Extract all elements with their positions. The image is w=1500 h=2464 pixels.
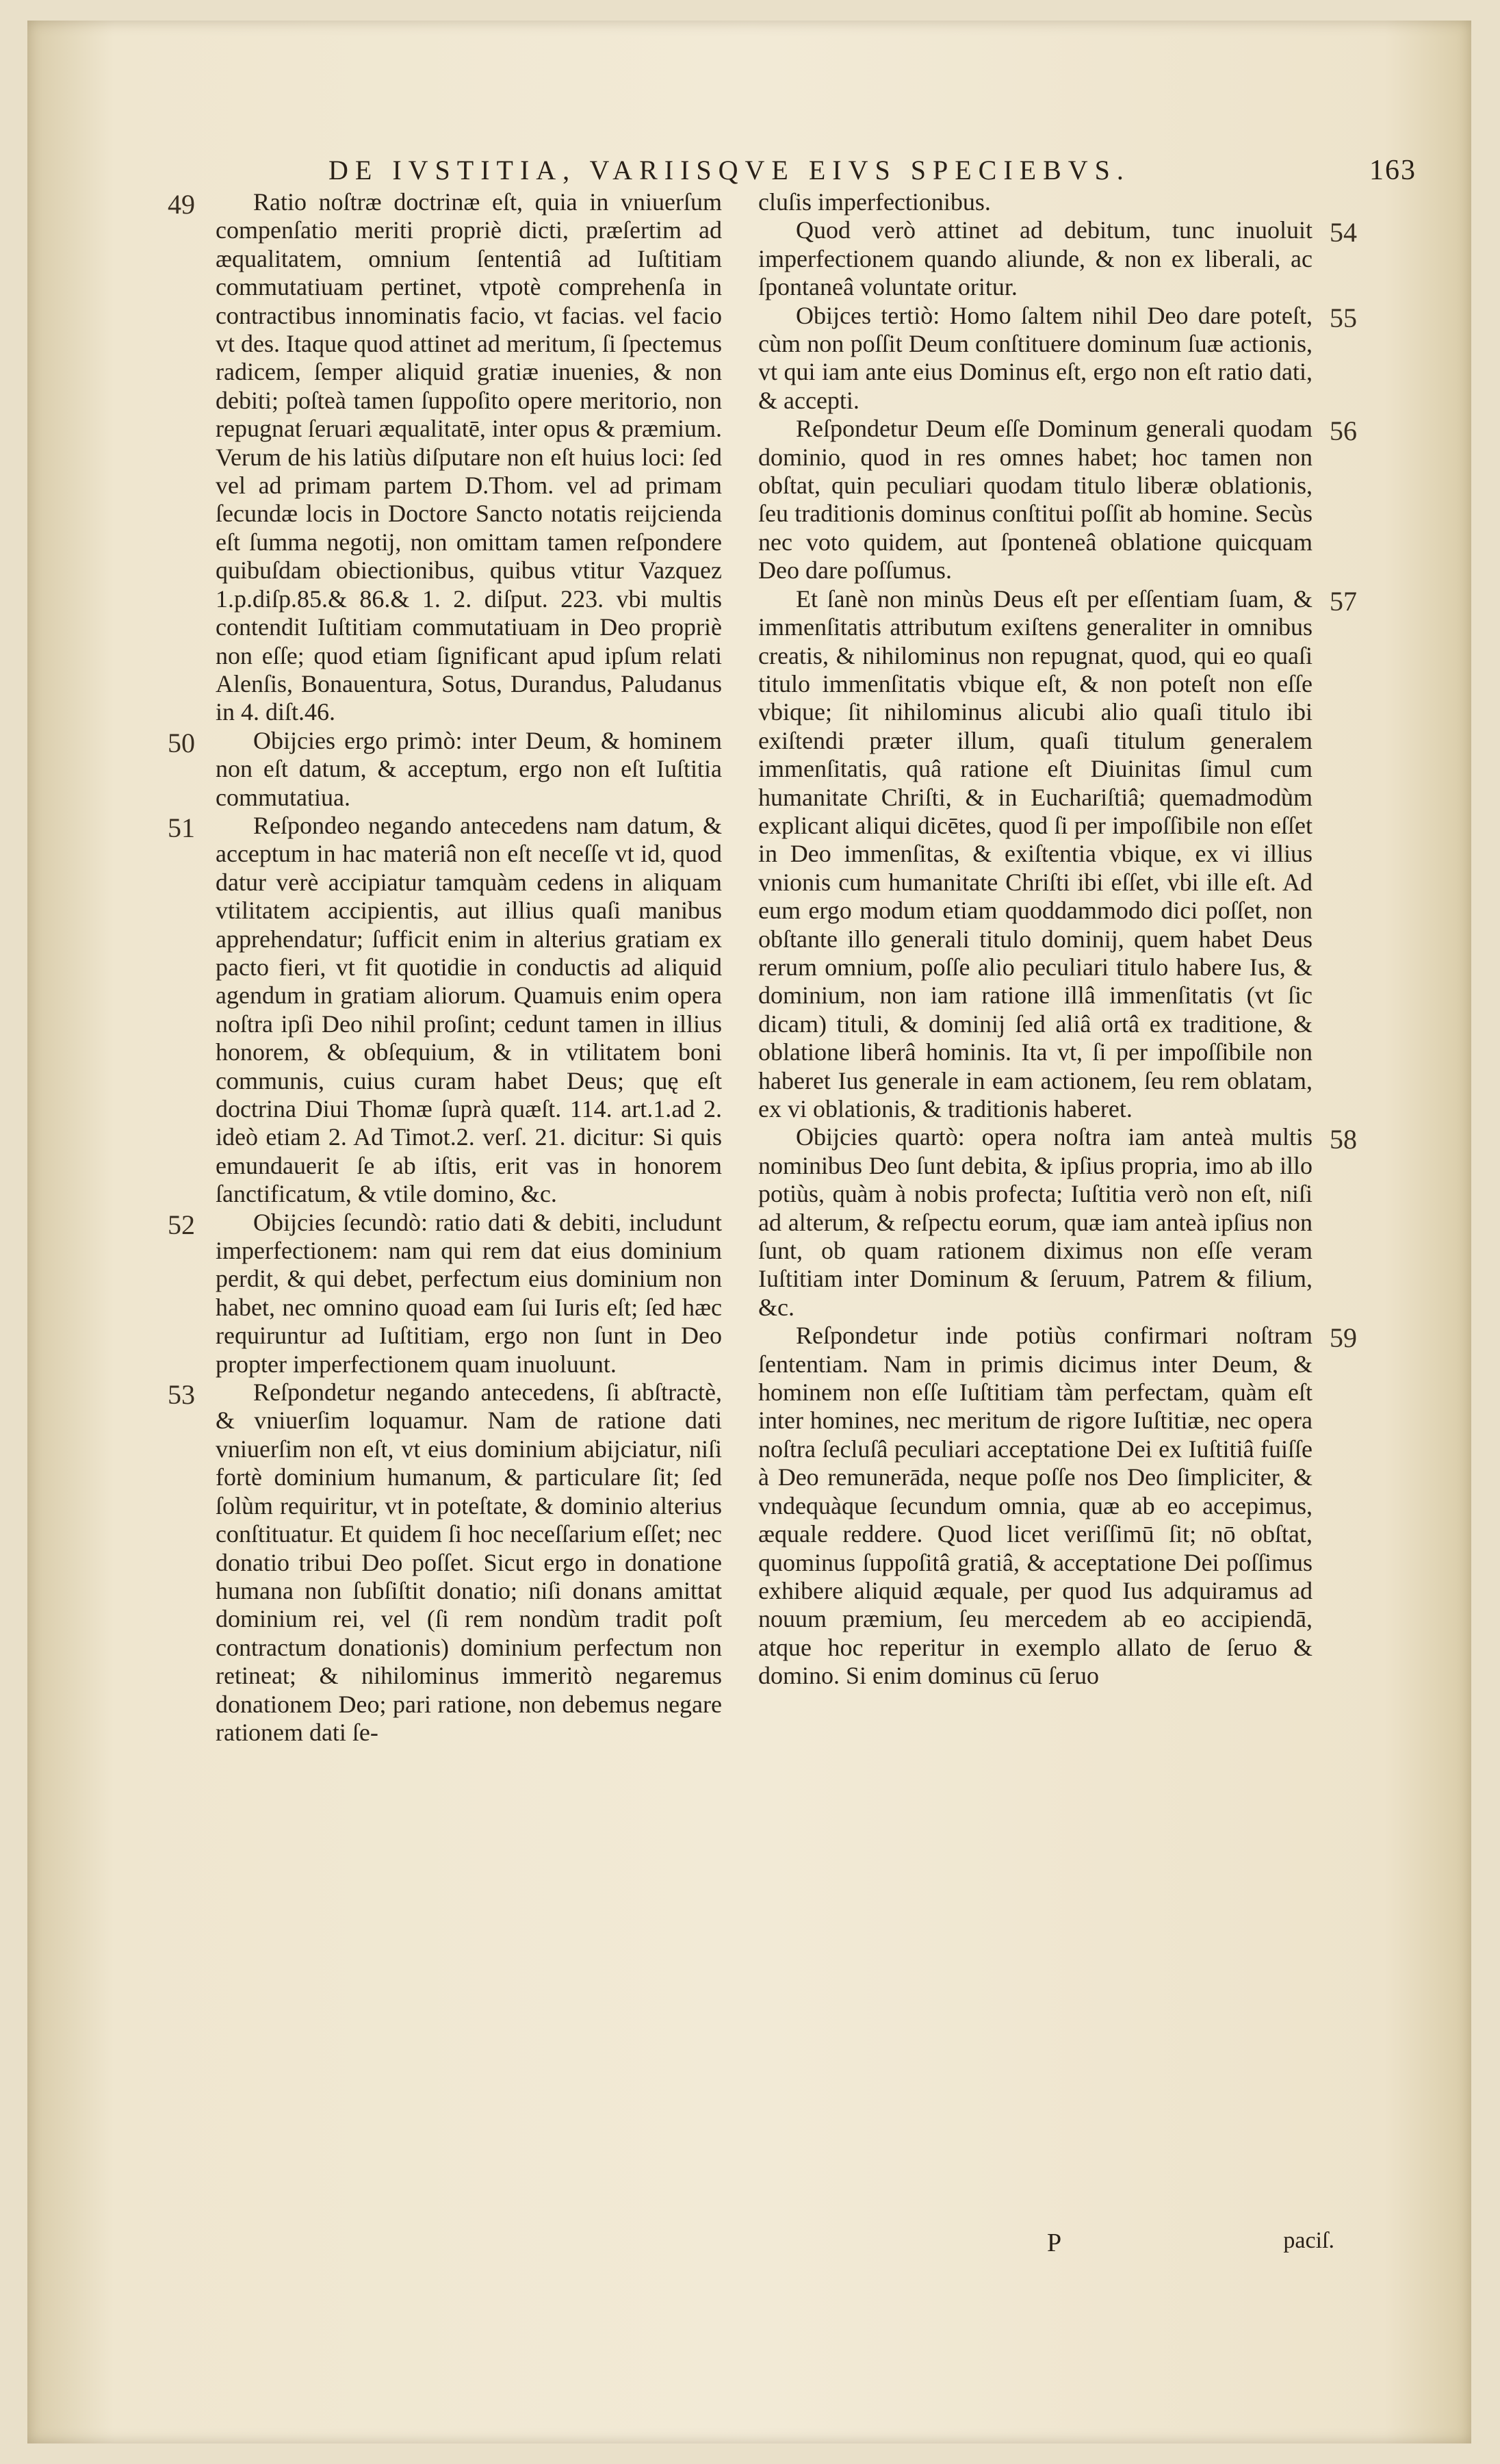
left-text-column	[216, 188, 722, 1747]
right-text-column	[758, 188, 1312, 1691]
margin-number: 52	[168, 1209, 195, 1240]
paragraph: Obijcies quartò: opera noſtra iam anteà multis nominibus Deo ſunt debita, & ipſius propria, imo ab illo potiùs, quàm à nobis profecta; Iuſtitia verò non eſt, niſi ad alterum, & reſpectu eorum, quæ iam anteà ipſius non ſunt, ob quam rationem diximus non eſſe veram Iuſtitiam inter Dominum & ſeruum, Patrem & filium, &c.	[758, 1123, 1312, 1321]
running-title: DE IVSTITIA, VARIISQVE EIVS SPECIEBVS.	[328, 155, 1130, 185]
margin-number: 50	[168, 728, 195, 758]
margin-number: 56	[1330, 415, 1357, 446]
page-number: 163	[1369, 155, 1417, 186]
catchword: paciſ.	[1283, 2228, 1334, 2253]
signature-mark: P	[1047, 2229, 1062, 2257]
paragraph: Reſpondeo negando antecedens nam datum, & acceptum in hac materiâ non eſt neceſſe vt id, quod datur verè accipiatur tamquàm cedens in aliquam vtilitatem accipientis, aut illius quaſi manibus apprehendatur; ſufficit enim in alterius gratiam ex pacto fieri, vt fit quotidie in conductis ad aliquid agendum in gratiam aliorum. Quamuis enim opera noſtra ipſi Deo nihil proſint; cedunt tamen in illius honorem, & obſequium, & in vtilitatem boni communis, cuius curam habet Deus; quę eſt doctrina Diui Thomæ ſuprà quæſt. 114. art.1.ad 2. ideò etiam 2. Ad Timot.2. verſ. 21. dicitur: Si quis emundauerit ſe ab iſtis, erit vas in honorem ſanctificatum, & vtile domino, &c.	[216, 811, 722, 1208]
margin-number: 58	[1330, 1124, 1357, 1155]
paragraph: Et ſanè non minùs Deus eſt per eſſentiam ſuam, & immenſitatis attributum exiſtens generaliter in omnibus creatis, & nihilominus non repugnat, quod, qui eo quaſi titulo immenſitatis vbique eſt, & non poteſt non eſſe vbique; ſit nihilominus alicubi alio quaſi titulo ibi exiſtendi præter illum, quaſi titulum generalem immenſitatis, quâ ratione eſt Diuinitas ſimul cum humanitate Chriſti, & in Euchariſtiâ; quemadmodùm explicant aliqui dicētes, quod ſi per impoſſibile non eſſet in Deo immenſitas, & exiſtentia vbique, ex vi illius vnionis cum humanitate Chriſti ibi eſſet, vbi ille eſt. Ad eum ergo modum etiam quoddammodo dici poſſet, non obſtante illo generali titulo dominij, quem habet Deus rerum omnium, poſſe alio peculiari titulo habere Ius, & dominium, non iam ratione illâ immenſitatis (vt ſic dicam) tituli, & dominij ſed aliâ ortâ ex traditione, & oblatione liberâ hominis. Ita vt, ſi per impoſſibile non haberet Ius generale in eam actionem, ſeu rem oblatam, ex vi oblationis, & traditionis haberet.	[758, 585, 1312, 1122]
margin-number: 51	[168, 812, 195, 843]
paragraph: Ratio noſtræ doctrinæ eſt, quia in vniuerſum compenſatio meriti propriè dicti, præſertim ad æqualitatem, omnium ſententiâ ad Iuſtitiam commutatiuam pertinet, vtpotè comprehenſa in contractibus innominatis facio, vt facias. vel facio vt des. Itaque quod attinet ad meritum, ſi ſpectemus radicem, ſemper aliquid gratiæ inuenies, & non debiti; poſteà tamen ſuppoſito opere meritorio, non repugnat ſeruari æqualitatē, inter opus & præmium. Verum de his latiùs diſputare non eſt huius loci: ſed vel ad primam partem D.Thom. vel ad primam ſecundæ locis in Doctore Sancto notatis reijcienda eſt ſumma negotij, non omittam tamen reſpondere quibuſdam obiectionibus, quibus vtitur Vazquez 1.p.diſp.85.& 86.& 1. 2. diſput. 223. vbi multis contendit Iuſtitiam commutatiuam in Deo propriè non eſſe; quod etiam ſignificant apud ipſum relati Alenſis, Bonauentura, Sotus, Durandus, Paludanus in 4. diſt.46.	[216, 188, 722, 726]
margin-number: 59	[1330, 1322, 1357, 1353]
book-page	[27, 21, 1471, 2443]
paragraph: Reſpondetur Deum eſſe Dominum generali quodam dominio, quod in res omnes habet; hoc tamen non obſtat, quin peculiari quodam titulo liberæ oblationis, ſeu traditionis dominus conſtitui poſſit ab homine. Secùs nec voto quidem, aut ſponteneâ oblatione quicquam Deo dare poſſumus.	[758, 415, 1312, 585]
paragraph: Obijcies ergo primò: inter Deum, & hominem non eſt datum, & acceptum, ergo non eſt Iuſtitia commutatiua.	[216, 726, 722, 811]
paragraph: Reſpondetur inde potiùs confirmari noſtram ſententiam. Nam in primis dicimus inter Deum, & hominem non eſſe Iuſtitiam tàm perfectam, quàm eſt inter homines, nec meritum de rigore Iuſtitiæ, nec opera noſtra ſecluſâ peculiari acceptatione Dei ex Iuſtitiâ fuiſſe à Deo remunerāda, neque poſſe nos Deo ſimpliciter, & vndequàque ſecundum omnia, quæ ab eo accepimus, æquale reddere. Quod licet veriſſimū ſit; nō obſtat, quominus ſuppoſitâ gratiâ, & acceptatione Dei poſſimus exhibere aliquid æquale, per quod Ius adquiramus ad nouum præmium, ſeu mercedem ab eo accipiendā, atque hoc reperitur in exemplo allato de ſeruo & domino. Si enim dominus cū ſeruo	[758, 1322, 1312, 1690]
paragraph: cluſis imperfectionibus.	[758, 188, 991, 216]
margin-number: 53	[168, 1379, 195, 1410]
margin-number: 55	[1330, 303, 1357, 333]
paragraph: Obijces tertiò: Homo ſaltem nihil Deo dare poteſt, cùm non poſſit Deum conſtituere dominum ſuæ actionis, vt qui iam ante eius Dominus eſt, ergo non eſt ratio dati, & accepti.	[758, 301, 1312, 414]
margin-number: 54	[1330, 217, 1357, 248]
paragraph: Quod verò attinet ad debitum, tunc inuoluit imperfectionem quando aliunde, & non ex liberali, ac ſpontaneâ voluntate oritur.	[758, 216, 1312, 301]
margin-number: 57	[1330, 586, 1357, 617]
paragraph: Obijcies ſecundò: ratio dati & debiti, includunt imperfectionem: nam qui rem dat eius dominium perdit, & qui debet, perfectum eius dominium non habet, nec omnino quoad eam ſui Iuris eſt; ſed hæc requiruntur ad Iuſtitiam, ergo non ſunt in Deo propter imperfectionem quam inuoluunt.	[216, 1208, 722, 1378]
page-footer	[1047, 2228, 1334, 2262]
paragraph: Reſpondetur negando antecedens, ſi abſtractè, & vniuerſim loquamur. Nam de ratione dati vniuerſim non eſt, vt eius dominium abijciatur, niſi fortè dominium humanum, & particulare ſit; ſed ſolùm requiritur, vt in poteſtate, & dominio alterius conſtituatur. Et quidem ſi hoc neceſſarium eſſet; nec donatio tribui Deo poſſet. Sicut ergo in donatione humana non ſubſiſtit donatio; niſi donans amittat dominium rei, vel (ſi rem nondùm tradit poſt contractum donationis) dominium perfectum non retineat; & nihilominus immeritò negaremus donationem Deo; pari ratione, non debemus negare rationem dati ſe-	[216, 1378, 722, 1746]
margin-number: 49	[168, 189, 195, 220]
